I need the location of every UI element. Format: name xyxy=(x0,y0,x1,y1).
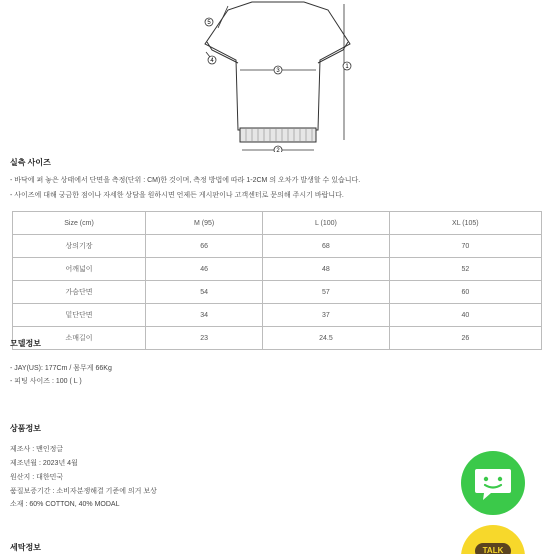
table-cell: 24.5 xyxy=(263,327,390,350)
table-header-cell: L (100) xyxy=(263,212,390,235)
measurement-diagram xyxy=(0,0,554,152)
measure-title: 실측 사이즈 xyxy=(10,158,51,167)
table-row xyxy=(13,281,542,304)
table-cell: 48 xyxy=(263,258,390,281)
product-line-2: 제조년월 : 2023년 4월 xyxy=(10,460,78,467)
size-table xyxy=(12,211,542,350)
measure-note-2: - 사이즈에 대해 궁금한 점이나 자세한 상담을 원하시면 언제든 게시판이나 고객센터로 문의해 주시기 바랍니다. xyxy=(10,192,344,199)
table-cell: 26 xyxy=(389,327,541,350)
product-line-5: 소재 : 60% COTTON, 40% MODAL xyxy=(10,501,120,508)
model-title: 모델정보 xyxy=(10,339,41,348)
table-cell: 66 xyxy=(146,235,263,258)
table-cell: 상의기장 xyxy=(13,235,146,258)
table-header-row xyxy=(13,212,542,235)
table-header-cell: XL (105) xyxy=(389,212,541,235)
chat-bubble-icon xyxy=(461,451,525,515)
table-cell: 60 xyxy=(389,281,541,304)
table-row xyxy=(13,258,542,281)
product-line-4: 품질보증기간 : 소비자분쟁해결 기준에 의거 보상 xyxy=(10,488,157,495)
table-header-cell: Size (cm) xyxy=(13,212,146,235)
model-line-1: - JAY(US): 177Cm / 몸무게 66Kg xyxy=(10,365,112,372)
table-cell: 어깨넓이 xyxy=(13,258,146,281)
marker-1-label: 1 xyxy=(345,64,349,70)
table-cell: 46 xyxy=(146,258,263,281)
table-row xyxy=(13,327,542,350)
product-title: 상품정보 xyxy=(10,424,41,433)
table-cell: 40 xyxy=(389,304,541,327)
table-cell: 밑단단면 xyxy=(13,304,146,327)
marker-3-label: 3 xyxy=(276,68,280,74)
table-cell: 57 xyxy=(263,281,390,304)
product-line-3: 원산지 : 대한민국 xyxy=(10,474,64,481)
table-cell: 34 xyxy=(146,304,263,327)
marker-2-label: 2 xyxy=(276,148,280,152)
measure-note-1: - 바닥에 펴 놓은 상태에서 단면을 측정(단위 : CM)한 것이며, 측정 방법에 따라 1-2CM 의 오차가 발생할 수 있습니다. xyxy=(10,177,361,184)
table-header-cell: M (95) xyxy=(146,212,263,235)
table-cell: 소매길이 xyxy=(13,327,146,350)
table-cell: 가슴단면 xyxy=(13,281,146,304)
table-row xyxy=(13,235,542,258)
chat-button[interactable] xyxy=(461,451,525,515)
table-cell: 68 xyxy=(263,235,390,258)
marker-5-label: 5 xyxy=(207,20,211,26)
talk-label: TALK xyxy=(475,543,511,554)
table-cell: 54 xyxy=(146,281,263,304)
table-cell: 37 xyxy=(263,304,390,327)
marker-4-label: 4 xyxy=(210,58,214,64)
table-row xyxy=(13,304,542,327)
table-cell: 52 xyxy=(389,258,541,281)
table-cell: 70 xyxy=(389,235,541,258)
model-line-2: - 피팅 사이즈 : 100 ( L ) xyxy=(10,378,82,385)
product-line-1: 제조사 : 맨인정글 xyxy=(10,446,64,453)
table-cell: 23 xyxy=(146,327,263,350)
wash-title: 세탁정보 xyxy=(10,543,41,552)
